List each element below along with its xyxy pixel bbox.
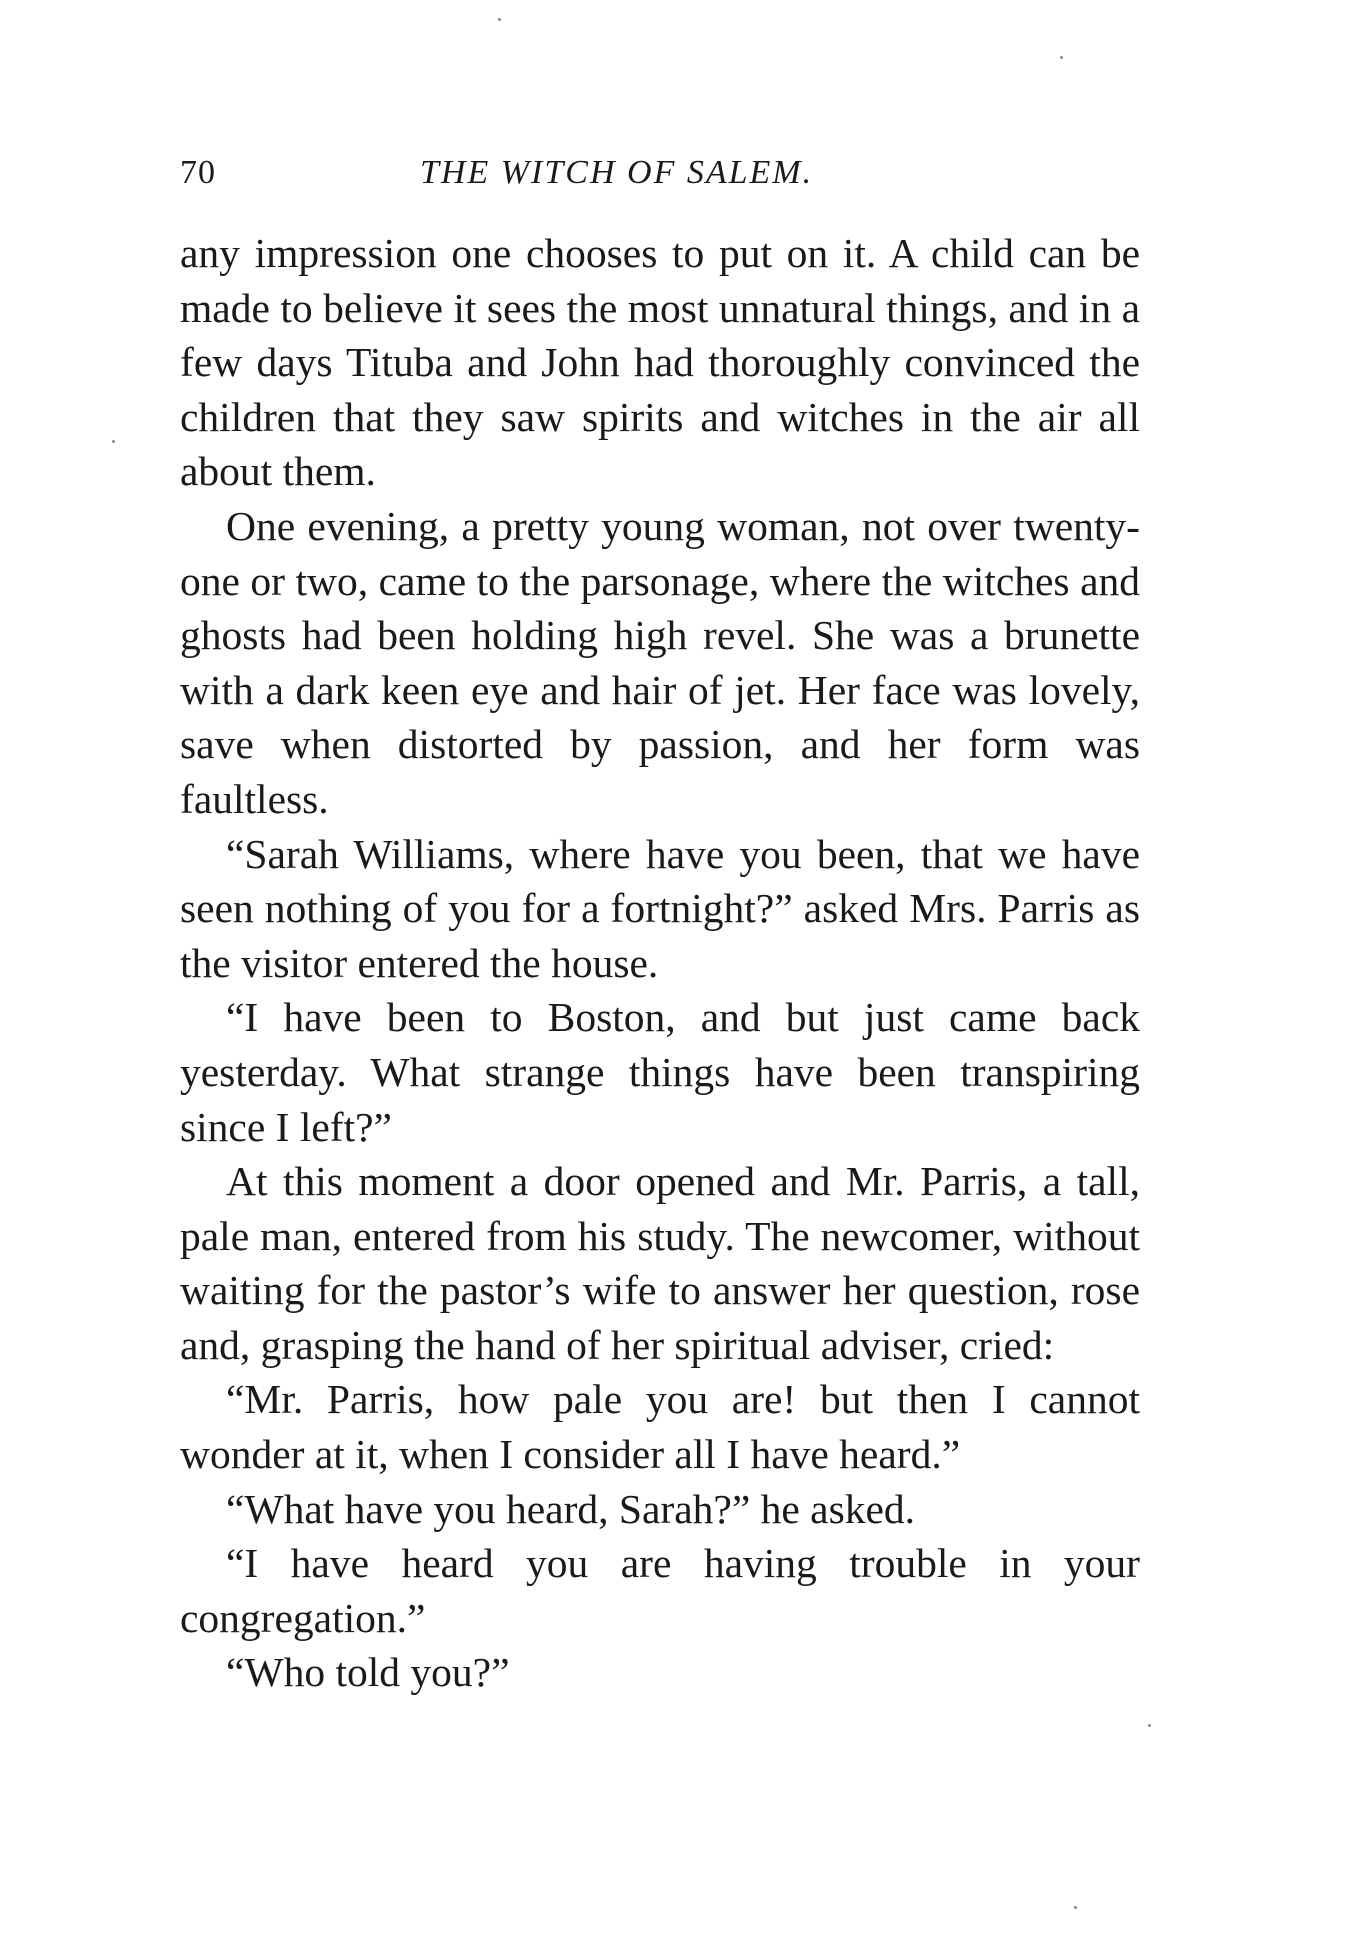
body-text [180, 226, 1140, 1700]
paper-speck [1074, 1906, 1077, 1909]
paragraph: “I have been to Boston, and but just came back yesterday. What strange things have been transpiring since I left?” [180, 994, 1140, 1150]
paper-speck [1060, 56, 1063, 59]
paragraph: “Sarah Williams, where have you been, that we have seen nothing of you for a fortnight?” asked Mrs. Parris as the visitor entered the house. [180, 830, 1140, 986]
paragraph: “What have you heard, Sarah?” he asked. [226, 1485, 916, 1532]
page-number: 70 [180, 154, 216, 191]
paragraph: One evening, a pretty young woman, not over twenty-one or two, came to the parsonage, where the witches and ghosts had been holding high revel. She was a brunette with a dark keen eye and hair of jet. Her face was lovely, save when distorted by passion, and her form was faultless. [180, 502, 1140, 822]
running-header [180, 154, 1140, 204]
paragraph: At this moment a door opened and Mr. Parris, a tall, pale man, entered from his study. The newcomer, without waiting for the pastor’s wife to answer her question, rose and, grasping the hand of her spiritual adviser, cried: [180, 1158, 1140, 1368]
paragraph-continuation: any impression one chooses to put on it. A child can be made to believe it sees the most unnatural things, and in a few days Tituba and John had thoroughly convinced the children that they saw spirits and witches in the air all about them. [180, 230, 1140, 495]
running-title: THE WITCH OF SALEM. [420, 154, 814, 191]
paragraph: “Mr. Parris, how pale you are! but then I cannot wonder at it, when I consider all I have heard.” [180, 1376, 1140, 1478]
paper-speck [498, 18, 501, 21]
paper-speck [1148, 1724, 1151, 1727]
paper-speck [112, 440, 115, 443]
paragraph: “Who told you?” [226, 1649, 510, 1696]
paragraph: “I have heard you are having trouble in your congregation.” [180, 1540, 1140, 1641]
